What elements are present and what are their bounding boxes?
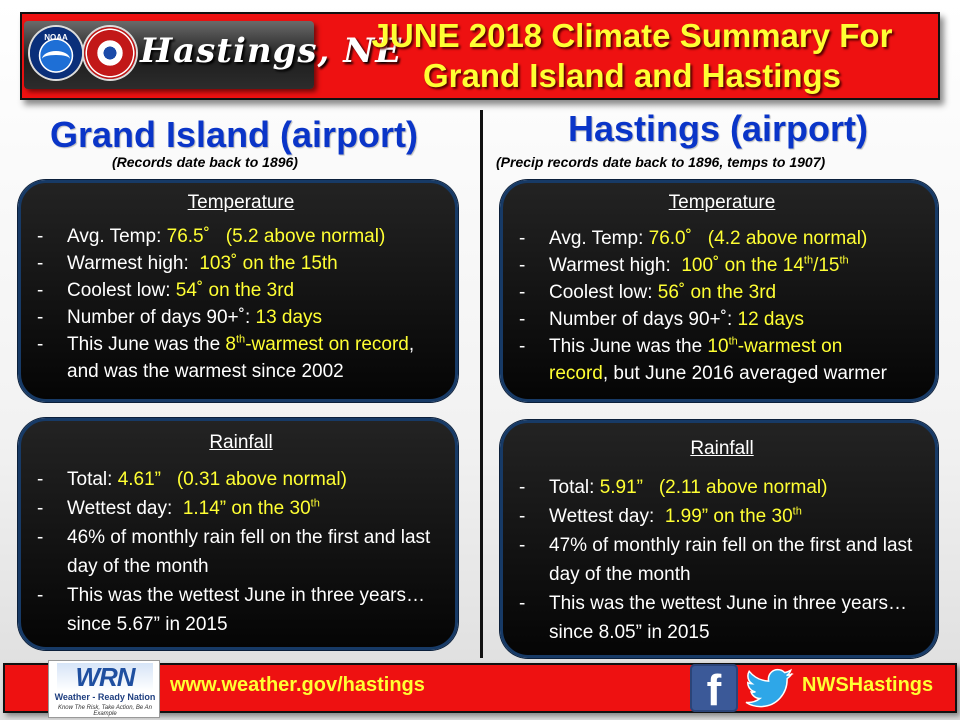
temperature-list [37, 223, 445, 385]
rain-total-departure: (2.11 above normal) [658, 477, 828, 498]
wettest-day-sup: th [310, 497, 320, 510]
rain-total-label: Total: [67, 469, 118, 490]
avg-temp-label: Avg. Temp: [549, 228, 649, 249]
avg-temp-departure: (4.2 above normal) [707, 228, 868, 249]
warmest-high-value: 103˚ on the 15th [199, 253, 338, 274]
grand-island-rainfall-panel [18, 418, 458, 650]
wettest-day-sup: th [792, 505, 802, 518]
wrn-name: Weather - Ready Nation [54, 692, 156, 702]
warmest-high-value [681, 255, 848, 276]
avg-temp-item [37, 223, 445, 250]
nws-logo-icon [84, 27, 136, 79]
coolest-low-item [519, 279, 925, 306]
warmest-high-item [519, 252, 925, 279]
rank-value [225, 334, 408, 355]
grand-island-records-note: (Records date back to 1896) [112, 154, 298, 170]
weather-ready-nation-logo [48, 660, 160, 718]
page-title [332, 14, 932, 98]
wettest-day-value [665, 506, 802, 527]
avg-temp-value: 76.5˚ [166, 226, 210, 247]
rain-total-item [37, 465, 445, 494]
rank-text: -warmest on record [245, 334, 409, 355]
wettest-day-label: Wettest day: [549, 506, 660, 527]
rank-item [37, 331, 445, 385]
rain-total-item [519, 473, 925, 502]
title-line-1: JUNE 2018 Climate Summary For [371, 17, 893, 54]
days-90-value: 13 days [255, 307, 323, 328]
rank-number: 8 [225, 334, 236, 355]
rainfall-heading: Rainfall [690, 438, 754, 459]
rain-total-departure: (0.31 above normal) [176, 469, 347, 490]
website-link[interactable]: www.weather.gov/hastings [170, 674, 425, 696]
days-90-label: Number of days 90+˚: [549, 309, 738, 330]
nws-inner-emblem [100, 43, 120, 63]
wettest-day-item [519, 502, 925, 531]
warmest-high-label: Warmest high: [549, 255, 677, 276]
days-90-value: 12 days [737, 309, 805, 330]
wrn-mark: WRN [57, 663, 153, 691]
rank-suffix: , [408, 334, 415, 355]
avg-temp-departure: (5.2 above normal) [225, 226, 386, 247]
rain-compare-item: - This was the wettest June in three years…since 8.05” in 2015 [519, 589, 925, 647]
warmest-high-text: 100˚ on the 14 [681, 255, 804, 276]
rain-total-value: 4.61” [117, 469, 162, 490]
avg-temp-value: 76.0˚ [648, 228, 692, 249]
rank-number: 10 [707, 336, 729, 357]
facebook-icon[interactable]: f [690, 664, 738, 712]
rank-prefix: This June was the [549, 336, 708, 357]
rain-total-label: Total: [549, 477, 600, 498]
warmest-high-item [37, 250, 445, 277]
wettest-day-text: 1.99” on the 30 [664, 506, 793, 527]
rank-text-2: record [549, 363, 603, 384]
rainfall-list [37, 465, 445, 639]
column-divider [480, 110, 483, 658]
wrn-tagline: Know The Risk, Take Action, Be An Example [57, 705, 153, 717]
rain-percent-item: - 47% of monthly rain fell on the first and last day of the month [519, 531, 925, 589]
hastings-rainfall-panel [500, 420, 938, 658]
rain-percent-item: - 46% of monthly rain fell on the first and last day of the month [37, 523, 445, 581]
coolest-low-label: Coolest low: [67, 280, 176, 301]
avg-temp-label: Avg. Temp: [67, 226, 167, 247]
avg-temp-item [519, 225, 925, 252]
wettest-day-text: 1.14” on the 30 [182, 498, 311, 519]
days-90-item [519, 306, 925, 333]
temperature-heading: Temperature [668, 192, 776, 213]
header-banner [20, 12, 940, 100]
temperature-heading: Temperature [187, 192, 295, 213]
warmest-high-mid: /15 [813, 255, 840, 276]
noaa-gull-icon [42, 51, 70, 67]
rank-prefix: This June was the [67, 334, 226, 355]
grand-island-temperature-panel [18, 180, 458, 402]
hastings-temperature-panel [500, 180, 938, 402]
hastings-title: Hastings (airport) [568, 108, 869, 149]
title-line-2: Grand Island and Hastings [422, 57, 842, 94]
days-90-item [37, 304, 445, 331]
rainfall-heading: Rainfall [209, 432, 273, 453]
coolest-low-value: 56˚ on the 3rd [657, 282, 777, 303]
wettest-day-label: Wettest day: [67, 498, 178, 519]
coolest-low-value: 54˚ on the 3rd [175, 280, 295, 301]
wettest-day-item [37, 494, 445, 523]
rank-line-2: and was the warmest since 2002 [67, 361, 344, 382]
temperature-list [519, 225, 925, 387]
coolest-low-item [37, 277, 445, 304]
warmest-high-sup-2: th [839, 254, 849, 267]
social-handle[interactable]: NWSHastings [802, 674, 934, 696]
rank-suffix: , but June 2016 averaged warmer [602, 363, 887, 384]
coolest-low-label: Coolest low: [549, 282, 658, 303]
hastings-records-note: (Precip records date back to 1896, temps to 1907) [496, 154, 826, 170]
warmest-high-label: Warmest high: [67, 253, 195, 274]
noaa-logo-icon [30, 27, 82, 79]
rank-item [519, 333, 925, 387]
twitter-icon[interactable] [744, 662, 796, 714]
rain-compare-item: - This was the wettest June in three years…since 5.67” in 2015 [37, 581, 445, 639]
noaa-label: NOAA [44, 33, 68, 42]
days-90-label: Number of days 90+˚: [67, 307, 256, 328]
logo-panel [24, 21, 403, 89]
rank-sup: th [236, 333, 246, 346]
rank-text: -warmest on [737, 336, 843, 357]
warmest-high-sup-1: th [803, 254, 814, 267]
rainfall-list [519, 473, 925, 647]
grand-island-title: Grand Island (airport) [50, 114, 419, 155]
wettest-day-value [183, 498, 320, 519]
rank-sup: th [728, 335, 738, 348]
rain-total-value: 5.91” [599, 477, 644, 498]
location-label: Hastings, NE [140, 31, 403, 71]
